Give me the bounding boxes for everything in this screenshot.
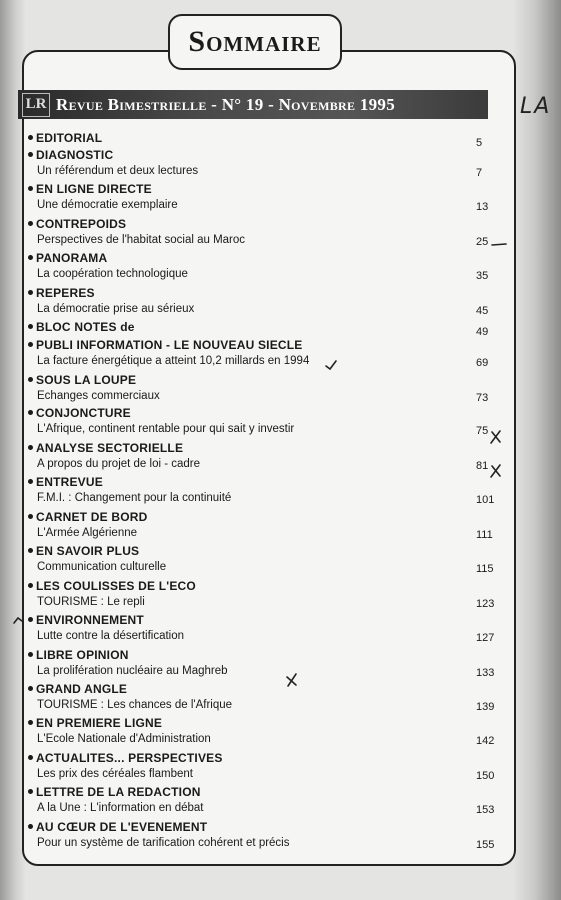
section-name: SOUS LA LOUPE [36,373,137,387]
page-number: 75 [476,425,489,437]
page-number: 127 [476,632,495,644]
page-number: 101 [476,494,495,506]
checkmark-icon [326,361,336,369]
page-number: 25 [476,236,489,248]
page-number: 49 [476,326,489,338]
section-name: EN PREMIERE LIGNE [36,716,163,730]
section-name: CONJONCTURE [36,406,131,420]
article-title: Echanges commerciaux [37,390,160,402]
article-title: TOURISME : Les chances de l'Afrique [37,699,233,711]
page-number: 153 [476,804,495,816]
article-title: A propos du projet de loi - cadre [37,458,201,470]
pen-dash-mark [492,244,506,245]
section-name: EDITORIAL [36,131,103,145]
page-number: 69 [476,357,489,369]
section-name: ENTREVUE [36,475,103,489]
section-name: LIBRE OPINION [36,648,129,662]
magazine-logo-icon: LR [22,93,50,117]
page-number: 35 [476,270,489,282]
page-number: 115 [476,563,494,575]
cross-mark-icon [287,674,296,686]
page-title: Sommaire [168,14,342,70]
article-title: F.M.I. : Changement pour la continuité [37,492,232,504]
section-name: ACTUALITES... PERSPECTIVES [36,751,223,765]
page-number: 7 [476,167,483,179]
page-number: 81 [476,460,489,472]
article-title: La démocratie prise au sérieux [37,303,195,315]
article-title: A la Une : L'information en débat [37,802,204,814]
page-number: 139 [476,701,495,713]
article-title: La prolifération nucléaire au Maghreb [37,665,228,677]
cross-mark-icon [491,431,500,443]
page-number: 142 [476,735,495,747]
section-name: EN LIGNE DIRECTE [36,182,152,196]
page-number: 150 [476,770,495,782]
article-title: Lutte contre la désertification [37,630,185,642]
article-title: L'Afrique, continent rentable pour qui sait y investir [37,423,295,435]
checkmark-icon [14,618,22,623]
section-name: DIAGNOSTIC [36,148,114,162]
article-title: La coopération technologique [37,268,188,280]
section-name: AU CŒUR DE L'EVENEMENT [36,820,208,834]
page-number: 155 [476,839,495,851]
issue-banner [18,90,488,119]
page-number: 123 [476,598,495,610]
section-name: EN SAVOIR PLUS [36,544,140,558]
article-title: Un référendum et deux lectures [37,165,199,177]
section-name: GRAND ANGLE [36,682,128,696]
page-number: 5 [476,137,483,149]
section-name: CONTREPOIDS [36,217,127,231]
article-title: TOURISME : Le repli [37,596,145,608]
section-name: LETTRE DE LA REDACTION [36,785,201,799]
section-name: CARNET DE BORD [36,510,148,524]
article-title: Pour un système de tarification cohérent et précis [37,837,290,849]
article-title: La facture énergétique a atteint 10,2 millards en 1994 [37,355,310,367]
issue-line: Revue Bimestrielle - N° 19 - Novembre 1995 [56,94,396,114]
page-number: 73 [476,392,489,404]
cross-mark-icon [491,465,500,477]
article-title: Une démocratie exemplaire [37,199,178,211]
article-title: Perspectives de l'habitat social au Maroc [37,234,246,246]
section-name: REPERES [36,286,95,300]
handwritten-margin-note: LA [520,94,552,119]
section-name: ENVIRONNEMENT [36,613,144,627]
page-number: 13 [476,201,489,213]
article-title: L'Ecole Nationale d'Administration [37,733,211,745]
section-name: PUBLI INFORMATION - LE NOUVEAU SIECLE [36,338,303,352]
page-number: 111 [476,529,493,541]
section-name: BLOC NOTES de [36,320,135,334]
article-title: L'Armée Algérienne [37,527,138,539]
article-title: Communication culturelle [37,561,167,573]
page-number: 133 [476,667,495,679]
section-name: LES COULISSES DE L'ECO [36,579,196,593]
section-name: ANALYSE SECTORIELLE [36,441,184,455]
article-title: Les prix des céréales flambent [37,768,193,780]
section-name: PANORAMA [36,251,108,265]
page-number: 45 [476,305,489,317]
